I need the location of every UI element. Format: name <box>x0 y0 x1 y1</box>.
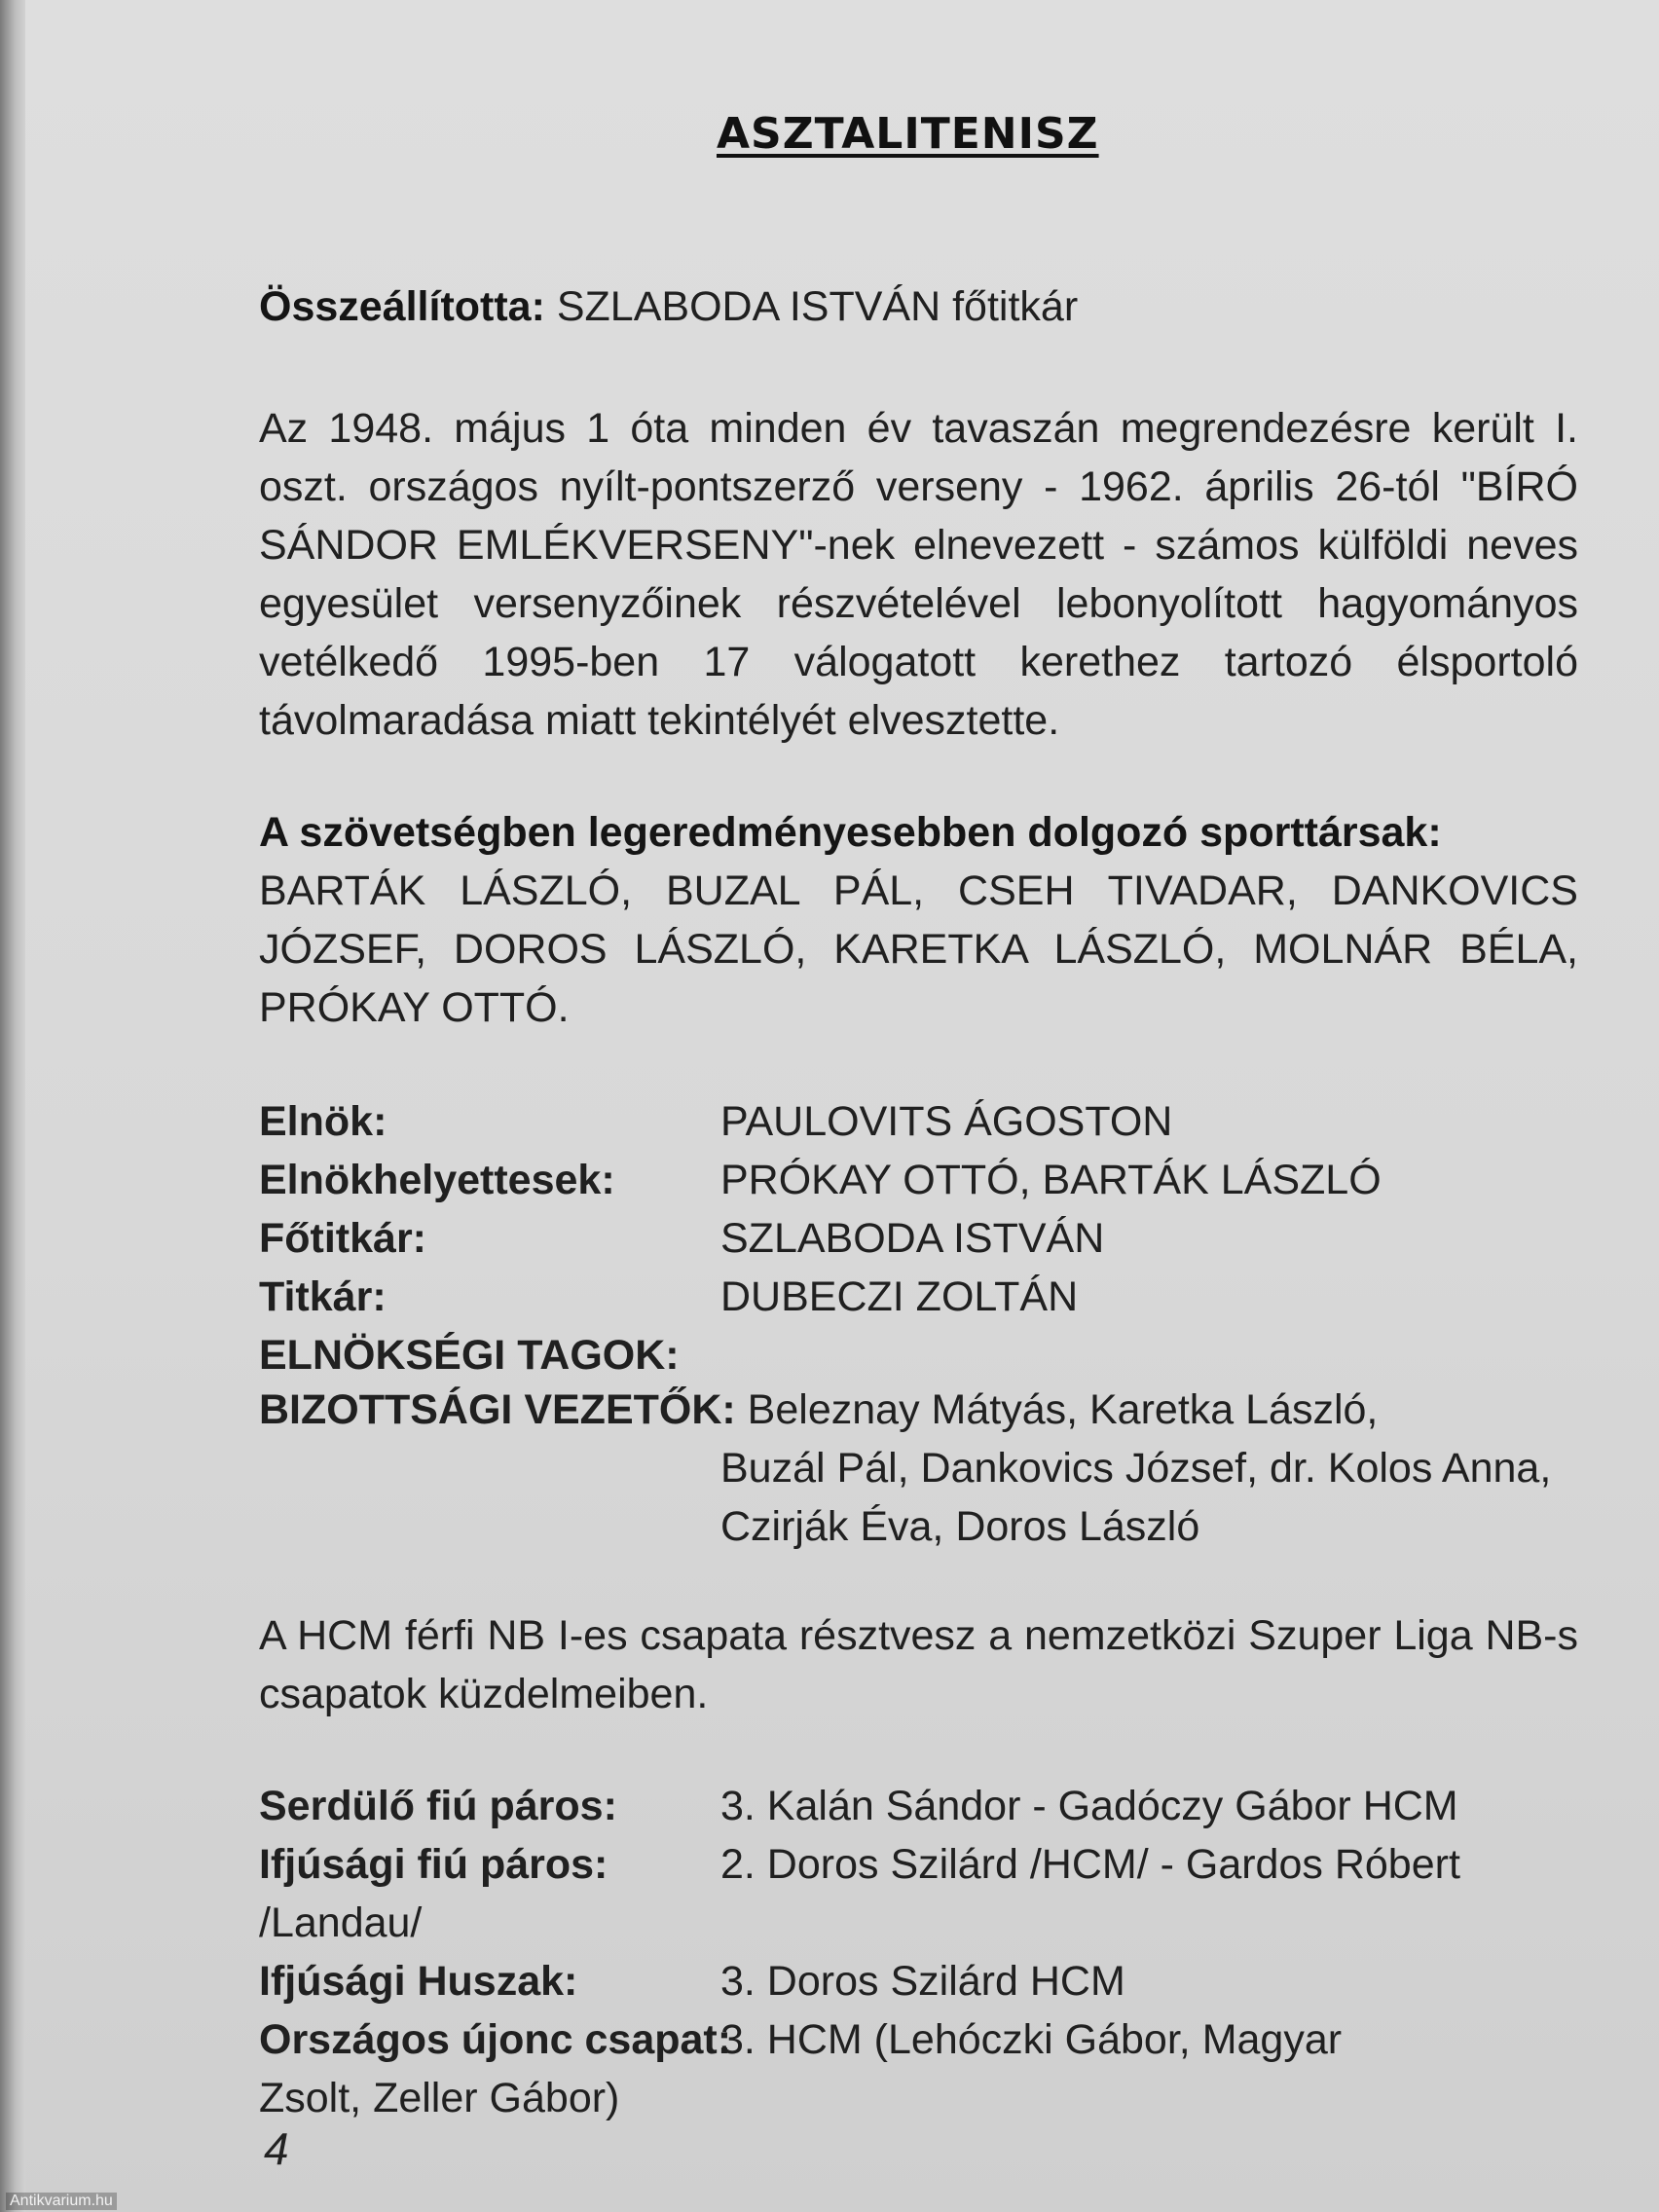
officer-label: Titkár: <box>259 1273 387 1320</box>
result-continuation: /Landau/ <box>259 1899 423 1946</box>
officer-value: PRÓKAY OTTÓ, BARTÁK LÁSZLÓ <box>720 1157 1382 1203</box>
watermark: Antikvarium.hu <box>6 2193 117 2210</box>
page-title: ASZTALITENISZ <box>717 109 1099 159</box>
officer-value: DUBECZI ZOLTÁN <box>720 1273 1079 1320</box>
committee-label: BIZOTTSÁGI VEZETŐK: <box>259 1386 736 1433</box>
committee-continuation: Buzál Pál, Dankovics József, dr. Kolos Anna, Czirják Éva, Doros László <box>720 1445 1552 1550</box>
officer-row <box>259 1209 1578 1268</box>
result-label: Ifjúsági fiú páros: <box>259 1841 608 1888</box>
result-row <box>259 2010 1578 2127</box>
compiled-by-label: Összeállította: <box>259 283 545 330</box>
best-members-label: A szövetségben legeredményesebben dolgozó sporttársak: <box>259 809 1442 856</box>
best-members-paragraph <box>259 803 1578 1037</box>
officer-label: Elnökhelyettesek: <box>259 1157 615 1203</box>
page-number: 4 <box>264 2123 289 2174</box>
officer-row <box>259 1268 1578 1326</box>
results-list <box>259 1777 1578 2127</box>
result-label: Országos újonc csapat: <box>259 2016 732 2063</box>
result-value: 3. HCM (Lehóczki Gábor, Magyar <box>720 2016 1343 2063</box>
document-page <box>25 0 1659 2212</box>
result-value: 3. Doros Szilárd HCM <box>720 1958 1125 2005</box>
officer-row <box>259 1151 1578 1209</box>
best-members-names: BARTÁK LÁSZLÓ, BUZAL PÁL, CSEH TIVADAR, DANKOVICS JÓZSEF, DOROS LÁSZLÓ, KARETKA LÁSZLÓ, MOLNÁR BÉLA, PRÓKAY OTTÓ. <box>259 867 1578 1031</box>
compiled-by-value: SZLABODA ISTVÁN főtitkár <box>556 283 1079 330</box>
result-continuation: Zsolt, Zeller Gábor) <box>259 2075 620 2121</box>
officers-list <box>259 1092 1578 1384</box>
committee-leaders <box>259 1381 1578 1550</box>
book-binding-edge <box>0 0 25 2212</box>
result-label: Serdülő fiú páros: <box>259 1783 617 1829</box>
result-row <box>259 1835 1578 1952</box>
intro-paragraph: Az 1948. május 1 óta minden év tavaszán megrendezésre került I. oszt. országos nyílt-pontszerző verseny - 1962. április 26-tól "BÍRÓ SÁNDOR EMLÉKVERSENY"-nek elnevezett - számos külföldi neves egyesület versenyzőinek részvételével lebonyolított hagyományos vetélkedő 1995-ben 17 válogatott kerethez tartozó élsportoló távolmaradása miatt tekintélyét elvesztette. <box>259 405 1578 744</box>
officer-row <box>259 1326 1578 1384</box>
officer-value: SZLABODA ISTVÁN <box>720 1215 1105 1262</box>
officer-label: ELNÖKSÉGI TAGOK: <box>259 1332 680 1379</box>
officer-label: Elnök: <box>259 1098 387 1145</box>
result-label: Ifjúsági Huszak: <box>259 1958 578 2005</box>
result-value: 2. Doros Szilárd /HCM/ - Gardos Róbert <box>720 1841 1460 1888</box>
compiled-by-line <box>259 277 1078 336</box>
result-row <box>259 1777 1578 1835</box>
result-value: 3. Kalán Sándor - Gadóczy Gábor HCM <box>720 1783 1458 1829</box>
officer-label: Főtitkár: <box>259 1215 426 1262</box>
hcm-paragraph: A HCM férfi NB I-es csapata résztvesz a nemzetközi Szuper Liga NB-s csapatok küzdelmeiben. <box>259 1612 1578 1717</box>
officer-value: PAULOVITS ÁGOSTON <box>720 1098 1173 1145</box>
officer-row <box>259 1092 1578 1151</box>
committee-first-line: Beleznay Mátyás, Karetka László, <box>747 1386 1379 1433</box>
result-row <box>259 1952 1578 2010</box>
